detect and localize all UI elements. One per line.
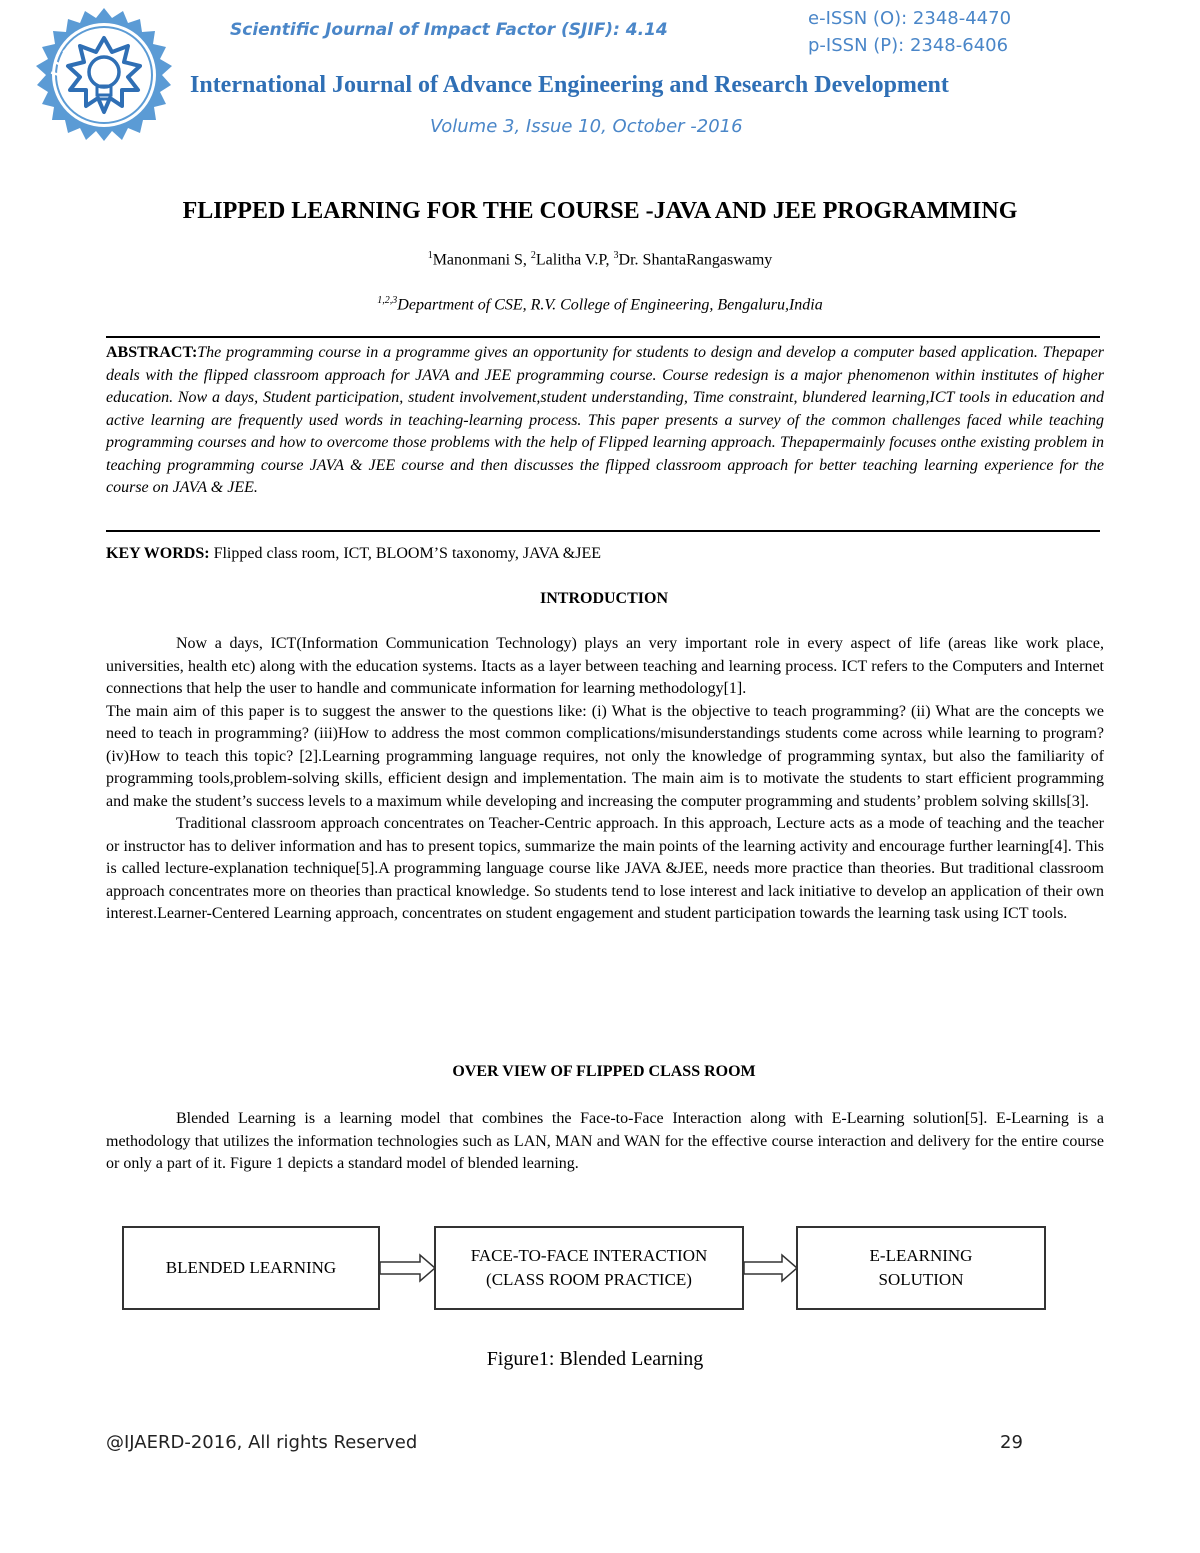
keywords-label: KEY WORDS: — [106, 545, 210, 562]
diagram-box-blended-learning — [122, 1226, 380, 1310]
eissn: e-ISSN (O): 2348-4470 — [808, 8, 1012, 29]
abstract — [106, 342, 1104, 500]
diagram-box-face-to-face — [434, 1226, 744, 1310]
box-label: (CLASS ROOM PRACTICE) — [486, 1270, 692, 1289]
journal-logo — [18, 0, 190, 190]
box-label: BLENDED LEARNING — [165, 1258, 337, 1277]
author-name: Manonmani S, — [432, 251, 531, 269]
page-number: 29 — [1000, 1432, 1023, 1453]
affiliation-text: Department of CSE, R.V. College of Engineering, Bengaluru,India — [397, 296, 823, 314]
journal-volume: Volume 3, Issue 10, October -2016 — [430, 116, 743, 137]
keywords — [106, 543, 1104, 566]
affiliation — [0, 295, 1200, 314]
abstract-label: ABSTRACT: — [106, 344, 198, 361]
keywords-text: Flipped class room, ICT, BLOOM’S taxonomy, JAVA &JEE — [209, 545, 601, 562]
diagram-box-e-learning — [796, 1226, 1046, 1310]
paragraph: Now a days, ICT(Information Communication Technology) plays an very important role in every aspect of life (areas like work place, universities, health etc) along with the education systems. Itacts as a layer between teaching and learning process. ICT refers to the Computers and Internet connections that help the user to handle and communicate information for learning methodology[1]. — [106, 635, 1104, 697]
box-label: SOLUTION — [878, 1270, 964, 1289]
section-heading-introduction: INTRODUCTION — [539, 590, 668, 607]
author-name: Dr. ShantaRangaswamy — [618, 251, 773, 269]
author-sup: 3 — [613, 250, 619, 261]
arrow-right-icon — [744, 1253, 798, 1283]
footer-copyright: @IJAERD-2016, All rights Reserved — [106, 1432, 418, 1453]
affiliation-sup: 1,2,3 — [377, 295, 398, 306]
lightbulb-seal-icon — [18, 0, 190, 190]
box-label: E-LEARNING — [869, 1246, 973, 1265]
author-list — [0, 250, 1200, 269]
journal-title: International Journal of Advance Engineering and Research Development — [190, 72, 949, 98]
section-heading-overview: OVER VIEW OF FLIPPED CLASS ROOM — [452, 1063, 756, 1080]
abstract-text: The programming course in a programme gives an opportunity for students to design and develop a computer based application. Thepaper deals with the flipped classroom approach for JAVA and JEE programming course. Course redesign is a major phenomenon within institutes of higher education. Now a days, Student participation, student involvement,student understanding, Time constraint, blundered learning,ICT tools in education and active learning are frequently used words in teaching-learning process. This paper presents a survey of the common challenges faced while teaching programming courses and how to overcome those problems with the help of Flipped learning approach. Thepapermainly focuses onthe existing problem in teaching programming course JAVA & JEE course and then discusses the flipped classroom approach for better teaching learning experience for the course on JAVA & JEE. — [106, 344, 1104, 496]
arrow-right-icon — [380, 1253, 436, 1283]
divider-top — [106, 336, 1100, 338]
paper-title: FLIPPED LEARNING FOR THE COURSE -JAVA AND JEE PROGRAMMING — [182, 198, 1018, 224]
introduction-body — [106, 633, 1104, 926]
overview-body — [106, 1108, 1104, 1176]
figure-caption: Figure1: Blended Learning — [486, 1348, 704, 1370]
box-label: FACE-TO-FACE INTERACTION — [470, 1246, 708, 1265]
divider-bottom — [106, 530, 1100, 532]
author-name: Lalitha V.P, — [535, 251, 614, 269]
impact-factor: Scientific Journal of Impact Factor (SJIF): 4.14 — [230, 20, 668, 40]
paragraph: Traditional classroom approach concentrates on Teacher-Centric approach. In this approach, Lecture acts as a mode of teaching and the teacher or instructor has to deliver information and has to present topics, summarize the main points of the learning activity and encourage further learning[4]. This is called lecture-explanation technique[5].A programming language course like JAVA &JEE, needs more practice than theories. But traditional classroom approach concentrates more on theories than practical knowledge. So students tend to lose interest and lack initiative to develop an application of their own interest.Learner-Centered Learning approach, concentrates on student engagement and student participation towards the learning task using ICT tools. — [106, 815, 1104, 922]
logo-text: I J A E R D — [48, 28, 115, 79]
paragraph: Blended Learning is a learning model that combines the Face-to-Face Interaction along with E-Learning solution[5]. E-Learning is a methodology that utilizes the information technologies such as LAN, MAN and WAN for the effective course interaction and delivery for the entire course or only a part of it. Figure 1 depicts a standard model of blended learning. — [106, 1110, 1104, 1172]
paragraph: The main aim of this paper is to suggest the answer to the questions like: (i) What is the objective to teach programming? (ii) What are the concepts we need to teach in programming? (iii)How to address the most common complications/misunderstandings students come across while learning to program? (iv)How to teach this topic? [2].Learning programming language requires, not only the knowledge of programming syntax, but also the familiarity of programming tools,problem-solving skills, efficient design and implementation. The main aim is to motivate the students to start efficient programming and make the student’s success levels to a maximum while developing and increasing the computer programming and students’ problem solving skills[3]. — [106, 702, 1104, 810]
author-sup: 1 — [427, 250, 433, 261]
author-sup: 2 — [530, 250, 536, 261]
pissn: p-ISSN (P): 2348-6406 — [808, 35, 1009, 56]
